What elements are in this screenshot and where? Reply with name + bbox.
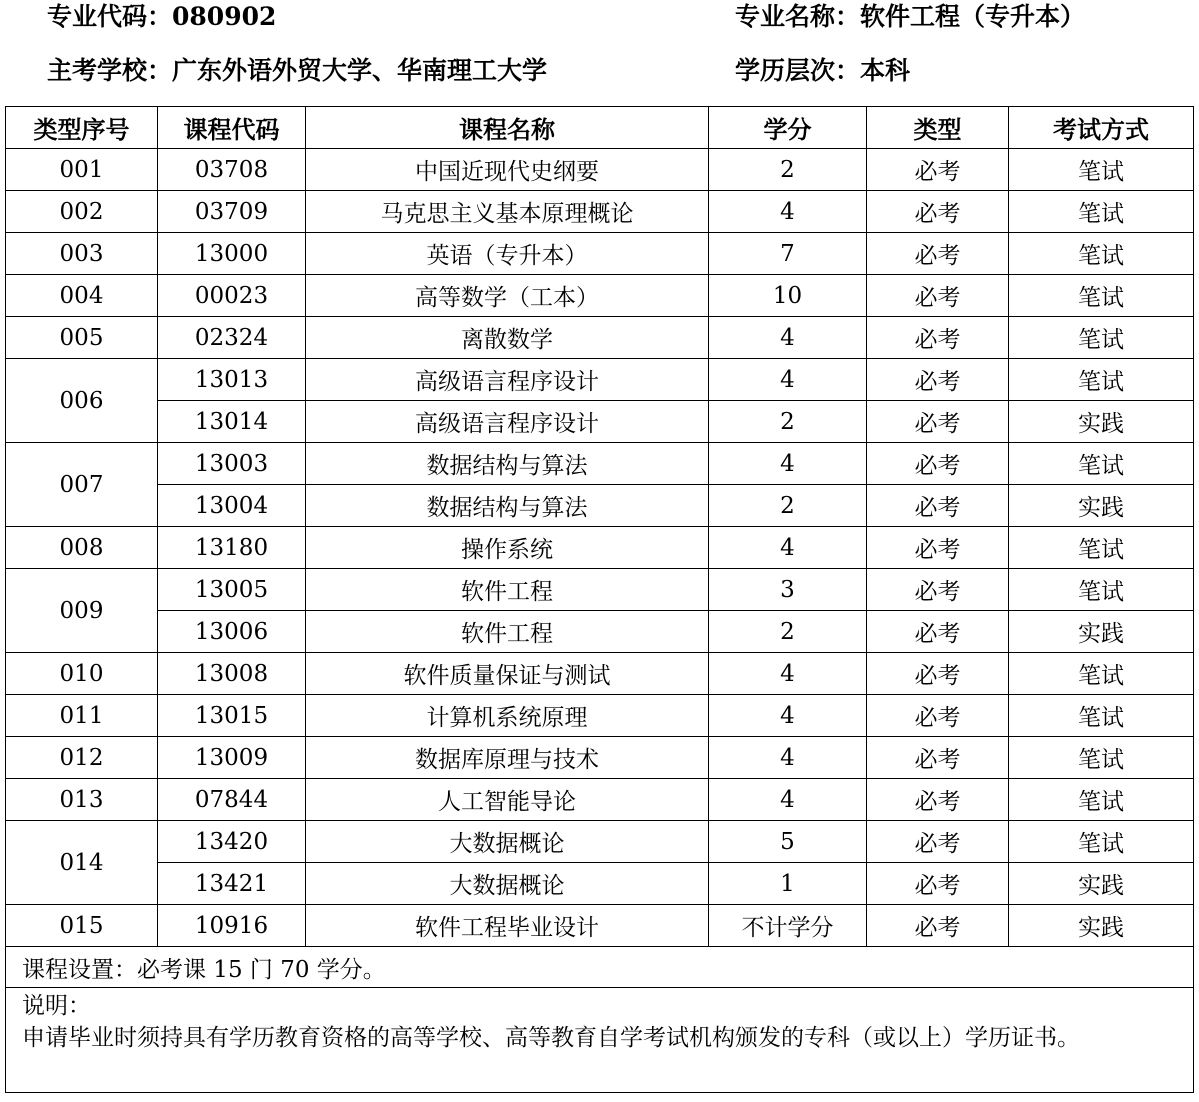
course-code-cell: 13000 (158, 233, 306, 275)
credits-cell: 2 (709, 401, 867, 443)
credits-cell: 4 (709, 737, 867, 779)
course-name-cell: 马克思主义基本原理概论 (306, 191, 709, 233)
course-type-cell: 必考 (867, 443, 1009, 485)
credits-cell: 4 (709, 527, 867, 569)
table-header-row (6, 107, 1194, 149)
course-code-cell: 13004 (158, 485, 306, 527)
major-name (735, 2, 1085, 32)
course-type-cell: 必考 (867, 233, 1009, 275)
exam-school (47, 56, 547, 86)
table-row (6, 485, 1194, 527)
table-row (6, 695, 1194, 737)
type-seq-cell: 010 (6, 653, 158, 695)
course-type-cell: 必考 (867, 821, 1009, 863)
credits-cell: 4 (709, 317, 867, 359)
type-seq-cell: 005 (6, 317, 158, 359)
column-header: 类型 (867, 107, 1009, 149)
notes-text: 申请毕业时须持具有学历教育资格的高等学校、高等教育自学考试机构颁发的专科（或以上）学历证书。 (22, 1025, 1080, 1051)
exam-method-cell: 实践 (1009, 401, 1194, 443)
table-row (6, 863, 1194, 905)
course-name-cell: 高级语言程序设计 (306, 401, 709, 443)
exam-method-cell: 笔试 (1009, 233, 1194, 275)
course-type-cell: 必考 (867, 527, 1009, 569)
type-seq-cell: 014 (6, 821, 158, 905)
course-table-body (6, 149, 1194, 947)
education-level (735, 56, 910, 86)
credits-cell: 3 (709, 569, 867, 611)
major-code-label: 专业代码： (47, 2, 173, 31)
course-name-cell: 人工智能导论 (306, 779, 709, 821)
course-code-cell: 03709 (158, 191, 306, 233)
credits-cell: 4 (709, 191, 867, 233)
credits-cell: 2 (709, 149, 867, 191)
type-seq-cell: 012 (6, 737, 158, 779)
table-row (6, 653, 1194, 695)
course-type-cell: 必考 (867, 653, 1009, 695)
exam-method-cell: 笔试 (1009, 695, 1194, 737)
course-name-cell: 高级语言程序设计 (306, 359, 709, 401)
course-name-cell: 软件工程毕业设计 (306, 905, 709, 947)
course-type-cell: 必考 (867, 695, 1009, 737)
type-seq-cell: 008 (6, 527, 158, 569)
credits-cell: 4 (709, 359, 867, 401)
table-row (6, 737, 1194, 779)
exam-method-cell: 笔试 (1009, 569, 1194, 611)
course-code-cell: 13003 (158, 443, 306, 485)
exam-method-cell: 笔试 (1009, 149, 1194, 191)
column-header: 学分 (709, 107, 867, 149)
school-label: 主考学校： (47, 56, 173, 85)
course-type-cell: 必考 (867, 569, 1009, 611)
exam-method-cell: 笔试 (1009, 653, 1194, 695)
course-name-cell: 高等数学（工本） (306, 275, 709, 317)
table-row (6, 779, 1194, 821)
course-code-cell: 13420 (158, 821, 306, 863)
exam-method-cell: 笔试 (1009, 779, 1194, 821)
course-code-cell: 13013 (158, 359, 306, 401)
course-name-cell: 数据结构与算法 (306, 443, 709, 485)
type-seq-cell: 004 (6, 275, 158, 317)
type-seq-cell: 006 (6, 359, 158, 443)
course-code-cell: 13008 (158, 653, 306, 695)
course-code-cell: 13421 (158, 863, 306, 905)
credits-cell: 4 (709, 443, 867, 485)
course-type-cell: 必考 (867, 149, 1009, 191)
type-seq-cell: 015 (6, 905, 158, 947)
curriculum-table (5, 106, 1194, 1093)
course-type-cell: 必考 (867, 737, 1009, 779)
table-row (6, 275, 1194, 317)
column-header: 课程代码 (158, 107, 306, 149)
credits-cell: 4 (709, 779, 867, 821)
exam-method-cell: 实践 (1009, 611, 1194, 653)
table-row (6, 821, 1194, 863)
type-seq-cell: 002 (6, 191, 158, 233)
course-code-cell: 00023 (158, 275, 306, 317)
course-name-cell: 英语（专升本） (306, 233, 709, 275)
course-code-cell: 13015 (158, 695, 306, 737)
exam-method-cell: 笔试 (1009, 191, 1194, 233)
credits-cell: 2 (709, 485, 867, 527)
exam-method-cell: 实践 (1009, 485, 1194, 527)
major-name-label: 专业名称： (735, 2, 861, 31)
course-type-cell: 必考 (867, 863, 1009, 905)
notes-title: 说明： (22, 993, 91, 1019)
course-type-cell: 必考 (867, 317, 1009, 359)
school-value: 广东外语外贸大学、华南理工大学 (172, 56, 548, 85)
table-row (6, 527, 1194, 569)
course-code-cell: 13180 (158, 527, 306, 569)
course-name-cell: 操作系统 (306, 527, 709, 569)
table-row (6, 569, 1194, 611)
exam-method-cell: 笔试 (1009, 443, 1194, 485)
credits-cell: 1 (709, 863, 867, 905)
table-row (6, 905, 1194, 947)
course-type-cell: 必考 (867, 359, 1009, 401)
table-row (6, 359, 1194, 401)
course-name-cell: 软件质量保证与测试 (306, 653, 709, 695)
course-name-cell: 计算机系统原理 (306, 695, 709, 737)
exam-method-cell: 实践 (1009, 863, 1194, 905)
course-name-cell: 软件工程 (306, 569, 709, 611)
course-name-cell: 中国近现代史纲要 (306, 149, 709, 191)
course-code-cell: 13005 (158, 569, 306, 611)
credits-cell: 4 (709, 653, 867, 695)
credits-cell: 10 (709, 275, 867, 317)
exam-method-cell: 笔试 (1009, 359, 1194, 401)
course-name-cell: 离散数学 (306, 317, 709, 359)
summary-row (6, 947, 1194, 988)
course-name-cell: 数据结构与算法 (306, 485, 709, 527)
table-row (6, 149, 1194, 191)
level-value: 本科 (860, 56, 911, 85)
table-row (6, 611, 1194, 653)
course-type-cell: 必考 (867, 275, 1009, 317)
exam-method-cell: 笔试 (1009, 737, 1194, 779)
course-type-cell: 必考 (867, 485, 1009, 527)
table-row (6, 443, 1194, 485)
exam-method-cell: 实践 (1009, 905, 1194, 947)
table-row (6, 401, 1194, 443)
type-seq-cell: 007 (6, 443, 158, 527)
exam-method-cell: 笔试 (1009, 821, 1194, 863)
exam-method-cell: 笔试 (1009, 317, 1194, 359)
major-code (47, 2, 276, 32)
course-type-cell: 必考 (867, 905, 1009, 947)
table-row (6, 317, 1194, 359)
course-type-cell: 必考 (867, 401, 1009, 443)
course-name-cell: 数据库原理与技术 (306, 737, 709, 779)
column-header: 课程名称 (306, 107, 709, 149)
credits-cell: 不计学分 (709, 905, 867, 947)
column-header: 类型序号 (6, 107, 158, 149)
course-summary: 课程设置：必考课 15 门 70 学分。 (6, 947, 1194, 988)
course-type-cell: 必考 (867, 611, 1009, 653)
course-code-cell: 07844 (158, 779, 306, 821)
credits-cell: 2 (709, 611, 867, 653)
course-code-cell: 03708 (158, 149, 306, 191)
type-seq-cell: 011 (6, 695, 158, 737)
course-name-cell: 软件工程 (306, 611, 709, 653)
notes-cell (6, 988, 1194, 1093)
type-seq-cell: 001 (6, 149, 158, 191)
type-seq-cell: 009 (6, 569, 158, 653)
table-row (6, 233, 1194, 275)
credits-cell: 5 (709, 821, 867, 863)
column-header: 考试方式 (1009, 107, 1194, 149)
credits-cell: 4 (709, 695, 867, 737)
table-row (6, 191, 1194, 233)
course-code-cell: 13006 (158, 611, 306, 653)
exam-method-cell: 笔试 (1009, 275, 1194, 317)
notes-row (6, 988, 1194, 1093)
type-seq-cell: 013 (6, 779, 158, 821)
course-type-cell: 必考 (867, 191, 1009, 233)
exam-method-cell: 笔试 (1009, 527, 1194, 569)
course-code-cell: 13009 (158, 737, 306, 779)
type-seq-cell: 003 (6, 233, 158, 275)
course-name-cell: 大数据概论 (306, 863, 709, 905)
credits-cell: 7 (709, 233, 867, 275)
course-code-cell: 02324 (158, 317, 306, 359)
major-name-value: 软件工程（专升本） (860, 2, 1086, 31)
level-label: 学历层次： (735, 56, 861, 85)
course-type-cell: 必考 (867, 779, 1009, 821)
major-code-value: 080902 (172, 2, 277, 31)
course-code-cell: 10916 (158, 905, 306, 947)
course-name-cell: 大数据概论 (306, 821, 709, 863)
course-code-cell: 13014 (158, 401, 306, 443)
